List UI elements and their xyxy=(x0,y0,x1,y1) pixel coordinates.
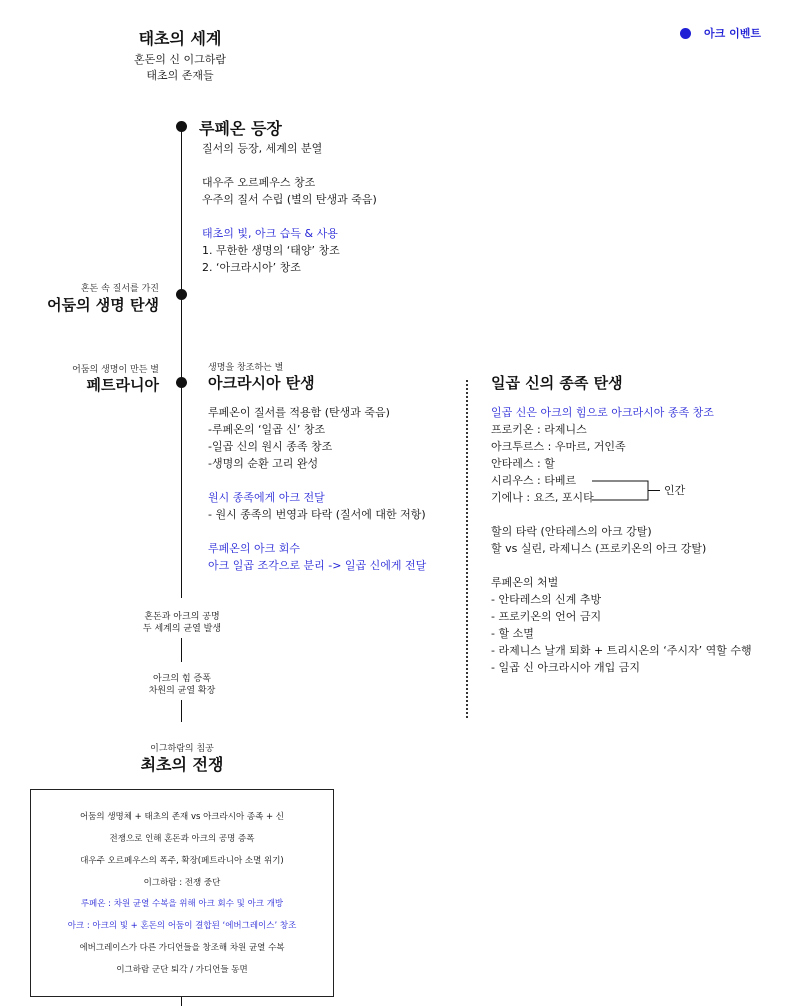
lupeon-ark-event: 태초의 빛, 아크 습득 & 사용 xyxy=(202,227,338,240)
first-war-box xyxy=(30,789,334,997)
punish-line: - 할 소멸 xyxy=(491,627,534,640)
arkrasia-ark-event-1: 원시 종족에게 아크 전달 xyxy=(208,491,325,504)
war-box-line: 어둠의 생명체 + 태초의 존재 vs 아크라시아 종족 + 신 xyxy=(79,812,285,822)
war-box-line: 에버그레이스가 다른 가디언들을 창조해 차원 균열 수복 xyxy=(79,943,285,953)
punish-line: - 안타레스의 신계 추방 xyxy=(491,593,602,606)
timeline-line-seg2 xyxy=(181,638,182,662)
amplify-label-2: 차원의 균열 확장 xyxy=(148,686,216,696)
arkrasia-line: -생명의 순환 고리 완성 xyxy=(208,457,319,470)
seven-gods-ark-event: 일곱 신은 아크의 힘으로 아크라시아 종족 창조 xyxy=(491,406,714,419)
petrania-subtitle: 어둠의 생명이 만든 별 xyxy=(72,365,159,375)
arkrasia-subtitle: 생명을 창조하는 별 xyxy=(208,363,284,373)
timeline-node-darkness xyxy=(176,289,187,300)
timeline-line-upper xyxy=(181,127,182,598)
chaos-world-title: 태초의 세계 xyxy=(138,29,222,48)
punish-title: 루페온의 처벌 xyxy=(491,576,559,589)
war-box-ark-line: 아크 : 아크의 빛 + 혼돈의 어둠이 결합된 ‘에버그레이스’ 창조 xyxy=(67,921,297,931)
lupeon-text xyxy=(202,140,377,276)
arkrasia-line: -루페온의 ‘일곱 신’ 창조 xyxy=(208,423,326,436)
arkrasia-ark1-after: - 원시 종족의 번영과 타락 (질서에 대한 저항) xyxy=(208,508,426,521)
timeline-line-seg3 xyxy=(181,700,182,722)
war-box-ark-line: 루페온 : 차원 균열 수복을 위해 아크 회수 및 아크 개방 xyxy=(80,899,284,909)
timeline-line-bottom xyxy=(181,996,182,1006)
fall-line: 할의 타락 (안타레스의 아크 강탈) xyxy=(491,525,652,538)
war-box-line: 이그하람 : 전쟁 중단 xyxy=(143,878,221,888)
petrania-title: 페트라니아 xyxy=(86,376,159,394)
chaos-world-line-1: 혼돈의 신 이그하람 xyxy=(133,53,226,66)
column-divider xyxy=(466,380,468,718)
arkrasia-text xyxy=(208,404,426,574)
chaos-world-line-2: 태초의 존재들 xyxy=(146,69,214,82)
lupeon-line: 우주의 질서 수립 (별의 탄생과 죽음) xyxy=(202,193,377,206)
war-box-line: 대우주 오르페우스의 폭주, 확장(페트라니아 소멸 위기) xyxy=(80,856,284,866)
first-war-title: 최초의 전쟁 xyxy=(140,755,224,774)
punish-line: - 라제니스 날개 퇴화 + 트리시온의 ‘주시자’ 역할 수행 xyxy=(491,644,752,657)
lupeon-line xyxy=(202,157,377,174)
lupeon-line: 질서의 등장, 세계의 분열 xyxy=(202,142,323,155)
seven-gods-title: 일곱 신의 종족 탄생 xyxy=(491,374,623,392)
god-line: 안타레스 : 할 xyxy=(491,457,555,470)
amplify-label-1: 아크의 힘 증폭 xyxy=(153,674,211,684)
war-box-line: 전쟁으로 인해 혼돈과 아크의 공명 증폭 xyxy=(109,834,255,844)
god-line: 아크투르스 : 우마르, 거인족 xyxy=(491,440,626,453)
arkrasia-ark-event-2b: 아크 일곱 조각으로 분리 -> 일곱 신에게 전달 xyxy=(208,559,427,572)
legend-label: 아크 이벤트 xyxy=(704,27,761,40)
timeline-node-arkrasia xyxy=(176,377,187,388)
god-line: 프로키온 : 라제니스 xyxy=(491,423,587,436)
arkrasia-line: -일곱 신의 원시 종족 창조 xyxy=(208,440,333,453)
god-line: 시리우스 : 타베르 xyxy=(491,474,577,487)
first-war-subtitle: 이그하람의 침공 xyxy=(150,744,214,754)
human-label: 인간 xyxy=(664,484,686,497)
lupeon-after-line: 2. ‘아크라시아’ 창조 xyxy=(202,261,301,274)
punish-line: - 일곱 신 아크라시아 개입 금지 xyxy=(491,661,640,674)
god-line: 기에나 : 요즈, 포시타 xyxy=(491,491,594,504)
timeline-node-lupeon xyxy=(176,121,187,132)
resonance-label-1: 혼돈과 아크의 공명 xyxy=(144,612,220,622)
lupeon-after-line: 1. 무한한 생명의 ‘태양’ 창조 xyxy=(202,244,340,257)
darkness-subtitle: 혼돈 속 질서를 가진 xyxy=(80,284,159,294)
punish-line: - 프로키온의 언어 금지 xyxy=(491,610,602,623)
lupeon-line xyxy=(202,208,377,225)
legend-dot xyxy=(680,28,691,39)
resonance-label-2: 두 세계의 균열 발생 xyxy=(142,624,222,634)
arkrasia-line: 루페온이 질서를 적용함 (탄생과 죽음) xyxy=(208,406,390,419)
darkness-title: 어둠의 생명 탄생 xyxy=(47,296,159,314)
arkrasia-title: 아크라시아 탄생 xyxy=(208,374,315,392)
arkrasia-ark-event-2: 루페온의 아크 회수 xyxy=(208,542,301,555)
fall-line: 할 vs 실린, 라제니스 (프로키온의 아크 강탈) xyxy=(491,542,707,555)
human-bracket xyxy=(590,478,662,504)
seven-gods-text xyxy=(491,404,752,676)
war-box-line: 이그하람 군단 퇴각 / 가디언들 동면 xyxy=(116,965,248,975)
lupeon-line: 대우주 오르페우스 창조 xyxy=(202,176,316,189)
lupeon-title: 루페온 등장 xyxy=(199,119,282,138)
